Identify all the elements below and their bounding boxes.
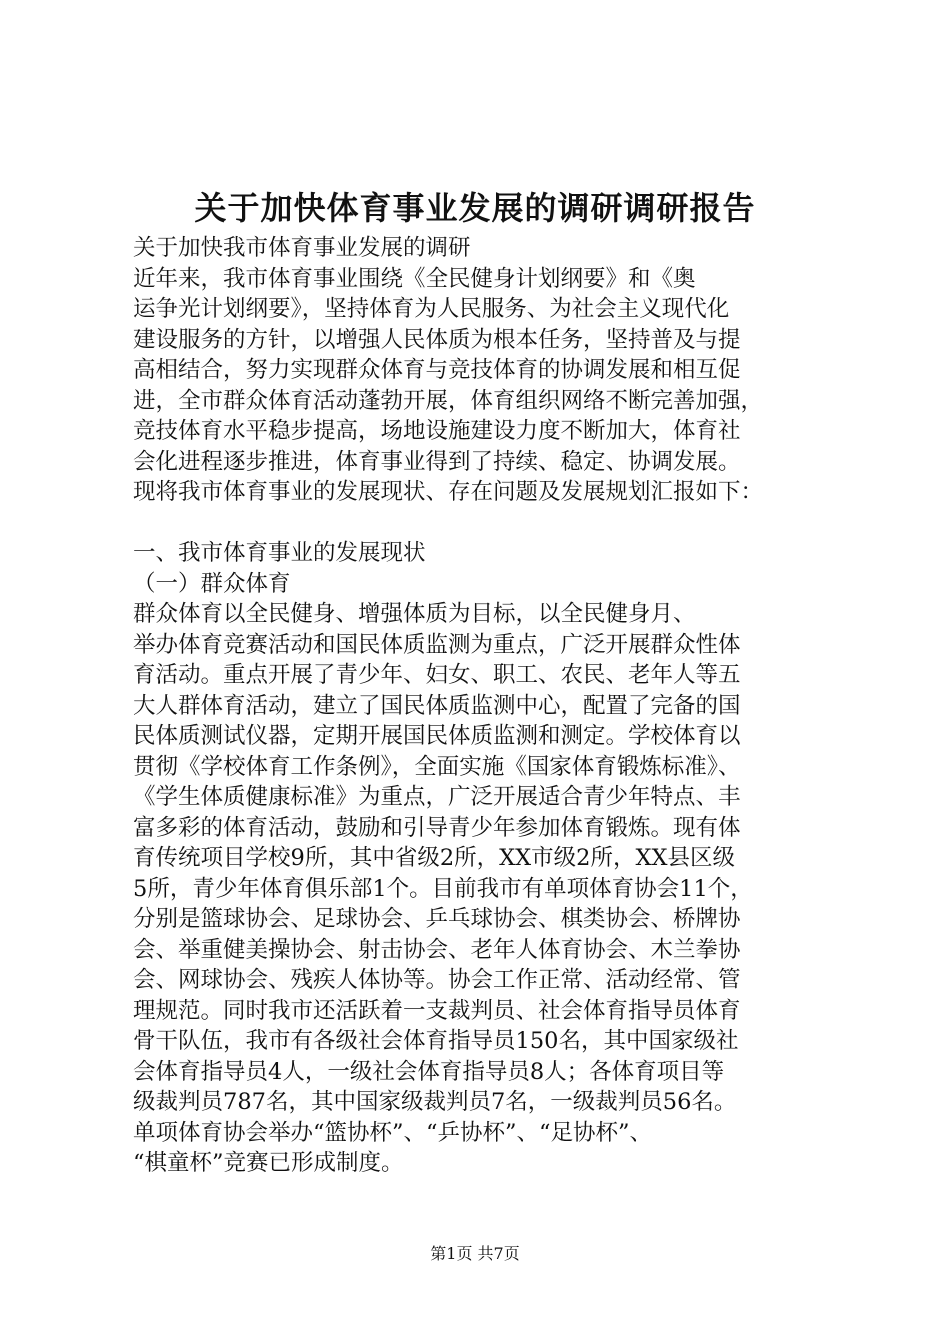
paragraph-line: 近年来，我市体育事业围绕《全民健身计划纲要》和《奥: [133, 265, 696, 292]
paragraph-line: 竞技体育水平稳步提高，场地设施建设力度不断加大，体育社: [133, 418, 741, 444]
paragraph-line: 进，全市群众体育活动蓬勃开展，体育组织网络不断完善加强，: [133, 387, 764, 414]
paragraph-line: 骨干队伍，我市有各级社会体育指导员150名，其中国家级社: [133, 1028, 739, 1054]
paragraph-line: 大人群体育活动，建立了国民体质监测中心，配置了完备的国: [133, 692, 741, 719]
paragraph-line: 运争光计划纲要》，坚持体育为人民服务、为社会主义现代化: [133, 296, 730, 322]
paragraph-gap: [133, 508, 853, 539]
paragraph-line: 育活动。重点开展了青少年、妇女、职工、农民、老年人等五: [133, 662, 741, 688]
paragraph-line: 5所，青少年体育俱乐部1个。目前我市有单项体育协会11个，: [133, 875, 753, 902]
document-body: [133, 233, 853, 1179]
page-number-footer: 第1页 共7页: [430, 1244, 520, 1263]
paragraph-line: 会化进程逐步推进，体育事业得到了持续、稳定、协调发展。: [133, 448, 741, 475]
paragraph-line: 育传统项目学校9所，其中省级2所，XX市级2所，XX县区级: [133, 845, 736, 871]
paragraph-line: 理规范。同时我市还活跃着一支裁判员、社会体育指导员体育: [133, 997, 741, 1024]
paragraph-line: 会、举重健美操协会、射击协会、老年人体育协会、木兰拳协: [133, 936, 741, 963]
paragraph-line: 《学生体质健康标准》为重点，广泛开展适合青少年特点、丰: [133, 784, 741, 810]
paragraph-line: 举办体育竞赛活动和国民体质监测为重点，广泛开展群众性体: [133, 631, 741, 658]
paragraph-line: 建设服务的方针，以增强人民体质为根本任务，坚持普及与提: [133, 326, 741, 353]
paragraph-line: 群众体育以全民健身、增强体质为目标，以全民健身月、: [133, 601, 696, 627]
paragraph-line: 现将我市体育事业的发展现状、存在问题及发展规划汇报如下：: [133, 479, 764, 505]
paragraph-line: 民体质测试仪器，定期开展国民体质监测和测定。学校体育以: [133, 723, 741, 749]
paragraph-line: 贯彻《学校体育工作条例》，全面实施《国家体育锻炼标准》、: [133, 753, 741, 780]
paragraph-line: 关于加快我市体育事业发展的调研: [133, 235, 471, 261]
paragraph-line: 分别是篮球协会、足球协会、乒乓球协会、棋类协会、桥牌协: [133, 906, 741, 932]
paragraph-line: “棋童杯”竞赛已形成制度。: [133, 1150, 404, 1176]
section-heading: 一、我市体育事业的发展现状: [133, 540, 426, 566]
subsection-heading: （一）群众体育: [133, 570, 291, 597]
document-title: 关于加快体育事业发展的调研调研报告: [194, 189, 756, 227]
paragraph-line: 单项体育协会举办“篮协杯”、“乒协杯”、“足协杯”、: [133, 1119, 653, 1146]
paragraph-line: 级裁判员787名，其中国家级裁判员7名，一级裁判员56名。: [133, 1089, 737, 1115]
paragraph-line: 富多彩的体育活动，鼓励和引导青少年参加体育锻炼。现有体: [133, 814, 741, 841]
paragraph-line: 高相结合，努力实现群众体育与竞技体育的协调发展和相互促: [133, 357, 741, 383]
paragraph-line: 会体育指导员4人，一级社会体育指导员8人；各体育项目等: [133, 1058, 725, 1085]
paragraph-line: 会、网球协会、残疾人体协等。协会工作正常、活动经常、管: [133, 967, 741, 993]
